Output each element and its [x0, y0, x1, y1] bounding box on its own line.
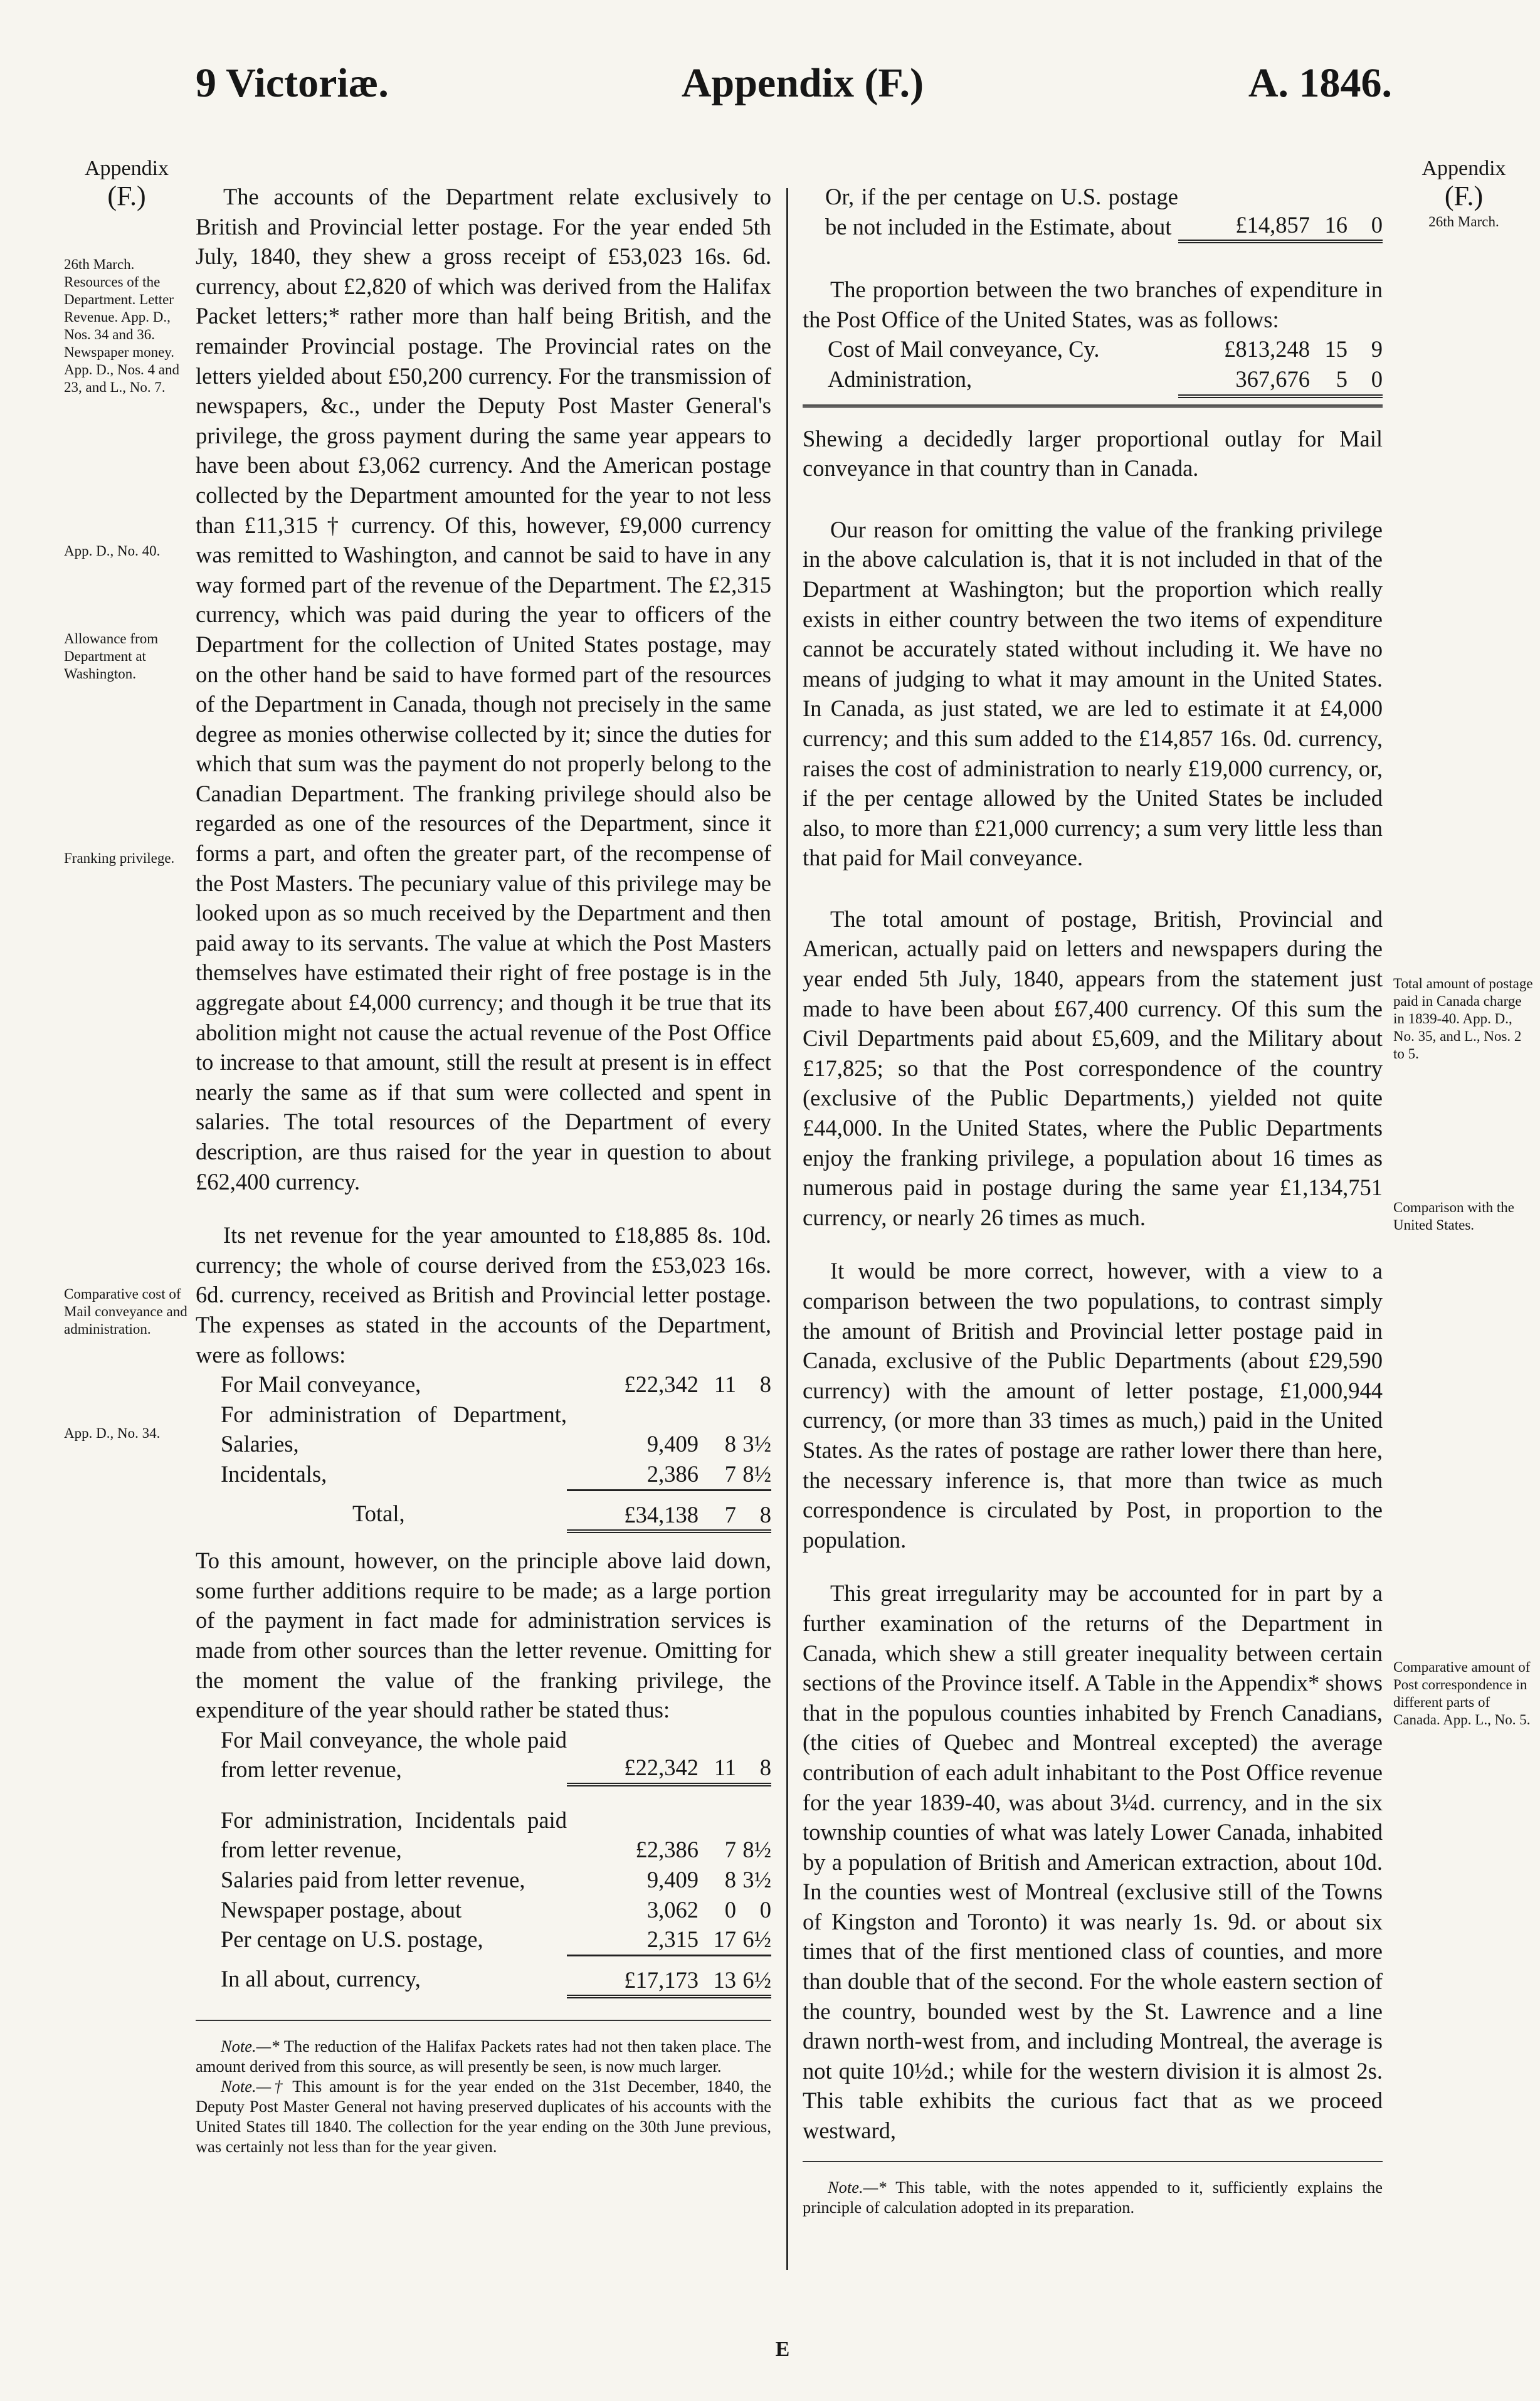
pence: 0 [1347, 364, 1383, 396]
total-shillings: 7 [699, 1490, 736, 1531]
margin-date-right: 26th March. [1428, 214, 1499, 230]
total-pounds: £34,138 [567, 1490, 699, 1531]
paragraph-us-proportion: The proportion between the two branches of expenditure in the Post Office of the United States, was as follows: [803, 277, 1383, 332]
margin-note-app-d-40: App. D., No. 40. [64, 543, 161, 559]
pence: 0 [759, 1896, 771, 1923]
table-row [196, 1400, 771, 1459]
pence: 3½ [742, 1431, 771, 1457]
pence: 8½ [742, 1837, 771, 1863]
signature-mark: E [775, 2338, 790, 2361]
margin-note-app-d-34: App. D., No. 34. [64, 1425, 161, 1441]
expenses-table [196, 1369, 771, 1533]
paragraph-further-additions: To this amount, however, on the principle above laid down, some further additions require to be made; as a large portion of the payment in fact made for administration services is made from other sources than the letter revenue. Omitting for the moment the value of the franking privilege, the expenditure of the year should rather be stated thus: [196, 1548, 771, 1723]
table-row [196, 1895, 771, 1925]
margin-appendix-word-right: Appendix [1421, 157, 1506, 180]
footnote-year: This amount is for the year ended on the 31st December, 1840, the Deputy Post Master General not having preserved duplicates of his accounts with the United States till 1840. The collection for the year ending on the 30th June previous, was certainly not less than for the year given. [196, 2077, 771, 2156]
total-pounds: £17,173 [567, 1955, 699, 1997]
shillings: 11 [699, 1725, 736, 1785]
margin-appendix-label-right [1393, 157, 1534, 231]
footnotes-right [803, 2177, 1383, 2217]
shillings: 7 [724, 1460, 736, 1487]
pounds: £22,342 [624, 1371, 699, 1398]
margin-appendix-code-right: (F.) [1444, 181, 1484, 211]
shillings: 5 [1310, 364, 1347, 396]
table-row [803, 364, 1383, 396]
footnotes-left [196, 2036, 771, 2156]
footnote-label: Note.—* [221, 2037, 280, 2056]
pounds: 3,062 [646, 1896, 699, 1923]
table-row [196, 1924, 771, 1955]
total-label: In all about, currency, [221, 1966, 421, 1992]
pence: 8½ [742, 1460, 771, 1487]
shillings: 15 [1324, 336, 1347, 362]
footnote-halifax: The reduction of the Halifax Packets rates had not then taken place. The amount derived from this source, as will presently be seen, is now much larger. [196, 2037, 771, 2076]
paragraph-larger-outlay: Shewing a decidedly larger proportional outlay for Mail conveyance in that country than in Canada. [803, 425, 1383, 482]
pounds: 2,315 [646, 1926, 699, 1953]
pence: 9 [1371, 336, 1383, 362]
row-label: Per centage on U.S. postage, [221, 1926, 483, 1953]
row-label: Newspaper postage, about [221, 1896, 462, 1923]
margin-appendix-word: Appendix [84, 157, 169, 180]
row-label: Incidentals, [221, 1460, 327, 1487]
margin-note-us-comparison: Comparison with the United States. [1393, 1200, 1514, 1233]
expenditure-table-a [196, 1725, 771, 1786]
pence: 8 [736, 1725, 771, 1785]
left-column [196, 182, 771, 2156]
table-total-row [196, 1955, 771, 1997]
row-label: For Mail conveyance, the whole paid from letter revenue, [221, 1726, 567, 1783]
total-label: Total, [352, 1501, 405, 1527]
paragraph-net-revenue: Its net revenue for the year amounted to £18,885 8s. 10d. currency; the whole of course derived from the £53,023 16s. 6d. currency, received as British and Provincial letter postage. The expenses as stated in the accounts of the Department, were as follows: [196, 1222, 771, 1368]
row-label: Administration, [828, 366, 973, 392]
footnote-label: Note.—† [221, 2077, 286, 2096]
footnote-table: This table, with the notes appended to it, sufficiently explains the principle of calculation adopted in its preparation. [803, 2177, 1383, 2217]
pounds: £22,342 [567, 1725, 699, 1785]
table-row [196, 1865, 771, 1895]
table-row [196, 1725, 771, 1785]
row-label: Or, if the per centage on U.S. postage be not included in the Estimate, about [825, 184, 1178, 240]
pence: 3½ [742, 1867, 771, 1893]
paragraph-regional-irregularity: This great irregularity may be accounted for in part by a further examination of the returns of the Department in Canada, which shew a still greater inequality between certain sections of the Province itself. A Table in the Appendix* shows that in the populous counties inhabited by French Canadians, (the cities of Quebec and Montreal excepted) the average contribution of each adult inhabitant to the Post Office revenue for the year 1839-40, was about 3¼d. currency, and in the six township counties of what was lately Lower Canada, inhabited by a population of British and American extraction, about 10d. In the counties west of Montreal (exclusive still of the Towns of Kingston and Toronto) it was nearly 1s. 9d. or about six times that of the first mentioned class of counties, and more than double that of the second. For the whole eastern section of the country, bounded west by the St. Lawrence and a line drawn north-west from, and including Montreal, the average is not quite 10½d.; while for the western division it is almost 2s. This table exhibits the curious fact that as we proceed westward, [803, 1580, 1383, 2144]
table-row [196, 1369, 771, 1400]
pounds: 9,409 [646, 1431, 699, 1457]
running-head-left: 9 Victoriæ. [196, 60, 389, 106]
pence: 6½ [742, 1926, 771, 1953]
row-label: Salaries paid from letter revenue, [221, 1867, 525, 1893]
pence: 8 [759, 1371, 771, 1398]
footnote-label: Note.—* [828, 2177, 887, 2197]
table-row [803, 182, 1383, 241]
pounds: £2,386 [635, 1837, 699, 1863]
us-expenditure-table [803, 334, 1383, 398]
table-row [196, 1459, 771, 1490]
right-column [803, 182, 1383, 2217]
total-pence: 6½ [736, 1955, 771, 1997]
row-label: Cost of Mail conveyance, Cy. [828, 336, 1100, 362]
page-title: Appendix (F.) [681, 60, 924, 106]
column-divider [786, 188, 788, 2270]
pounds: 367,676 [1178, 364, 1310, 396]
row-label: For administration, Incidentals paid from letter revenue, [221, 1807, 567, 1863]
table-row [196, 1805, 771, 1865]
paragraph-population-comparison: It would be more correct, however, with a view to a comparison between the two populations, to contrast simply the amount of British and Provincial letter postage paid in Canada, exclusive of the Public Departments (about £29,590 currency) with the amount of letter postage, £1,000,944 currency, (or more than 33 times as much,) paid in the United States. As the rates of postage are rather lower there than here, the necessary inference is, that more than twice as much correspondence is circulated by Post, in proportion to the population. [803, 1258, 1383, 1553]
margin-appendix-label [64, 157, 189, 212]
margin-note-resources: 26th March. Resources of the Department. Letter Revenue. App. D., Nos. 34 and 36. Newspaper money. App. D., Nos. 4 and 23, and L., No. 7. [64, 256, 179, 395]
table-row [803, 334, 1383, 364]
row-label: For administration of Department, Salaries, [221, 1401, 567, 1457]
row-label: For Mail conveyance, [221, 1371, 421, 1398]
margin-note-washington: Allowance from Department at Washington. [64, 631, 159, 682]
shillings: 0 [724, 1896, 736, 1923]
margin-note-regional-correspondence: Comparative amount of Post correspondence in different parts of Canada. App. L., No. 5. [1393, 1659, 1531, 1728]
pounds: £14,857 [1178, 182, 1310, 241]
shillings: 8 [724, 1867, 736, 1893]
paragraph-franking-omission: Our reason for omitting the value of the franking privilege in the above calculation is, that it is not included in that of the Department at Washington; but the proportion which really exists in either country between the two items of expenditure cannot be accurately stated without including it. We have no means of judging to what it may amount in the United States. In Canada, as just stated, we are led to estimate it at £4,000 currency; and this sum added to the £14,857 16s. 0d. currency, raises the cost of administration to nearly £19,000 currency, or, if the per centage allowed by the United States be included also, to more than £21,000 currency; a sum very little less than that paid for Mail conveyance. [803, 516, 1383, 871]
pence: 0 [1347, 182, 1383, 241]
pounds: £813,248 [1224, 336, 1310, 362]
margin-appendix-code: (F.) [107, 181, 146, 211]
expenditure-table-b [196, 1805, 771, 1999]
pounds: 2,386 [646, 1460, 699, 1487]
total-pence: 8 [736, 1490, 771, 1531]
shillings: 17 [713, 1926, 736, 1953]
shillings: 11 [714, 1371, 736, 1398]
margin-note-comparative-cost: Comparative cost of Mail conveyance and administration. [64, 1286, 187, 1337]
pounds: 9,409 [646, 1867, 699, 1893]
shillings: 16 [1310, 182, 1347, 241]
table-total-row [196, 1490, 771, 1531]
shillings: 7 [724, 1837, 736, 1863]
shillings: 8 [724, 1431, 736, 1457]
running-head-right: A. 1846. [1248, 60, 1392, 106]
margin-note-franking: Franking privilege. [64, 850, 175, 866]
estimate-table [803, 182, 1383, 243]
margin-note-total-postage: Total amount of postage paid in Canada charge in 1839-40. App. D., No. 35, and L., Nos. 2 to 5. [1393, 976, 1533, 1062]
total-shillings: 13 [699, 1955, 736, 1997]
paragraph-resources: The accounts of the Department relate exclusively to British and Provincial letter postage. For the year ended 5th July, 1840, they shew a gross receipt of £53,023 16s. 6d. currency, about £2,820 of which was derived from the Halifax Packet letters;* rather more than half being British, and the remainder Provincial postage. The Provincial rates on the letters yielded about £50,200 currency. For the transmission of newspapers, &c., under the Deputy Post Master General's privilege, the gross payment during the same year appears to have been about £3,062 currency. And the American postage collected by the Department amounted for the year to not less than £11,315 † currency. Of this, however, £9,000 currency was remitted to Washington, and cannot be said to have in any way formed part of the revenue of the Department. The £2,315 currency, which was paid during the year to officers of the Department for the collection of United States postage, may on the other hand be said to have formed part of the resources of the Department in Canada, though not precisely in the same degree as monies otherwise collected by it; since the duties for which that sum was the payment do not properly belong to the Canadian Department. The franking privilege should also be regarded as one of the resources of the Department, since it forms a part, and often the greater part, of the recompense of the Post Masters. The pecuniary value of this privilege may be looked upon as so much received by the Department and then paid away to its servants. The value at which the Post Masters themselves have estimated their right of free postage is in the aggregate about £4,000 currency; and though it be true that its abolition might not cause the actual revenue of the Post Office to increase to that amount, still the result at present is in effect nearly the same as if that sum were collected and spent in salaries. The total resources of the Department of every description, are thus raised for the year in question to about £62,400 currency. [196, 184, 771, 1195]
paragraph-total-postage: The total amount of postage, British, Provincial and American, actually paid on letters and newspapers during the year ended 5th July, 1840, appears from the statement just made to have been about £67,400 currency. Of this sum the Civil Departments paid about £5,609, and the Military about £17,825; so that the Post correspondence of the country (exclusive of the Public Departments,) yielded not quite £44,000. In the United States, where the Public Departments enjoy the franking privilege, a population about 16 times as numerous paid in postage during the same year £1,134,751 currency, or nearly 26 times as much. [803, 905, 1383, 1230]
